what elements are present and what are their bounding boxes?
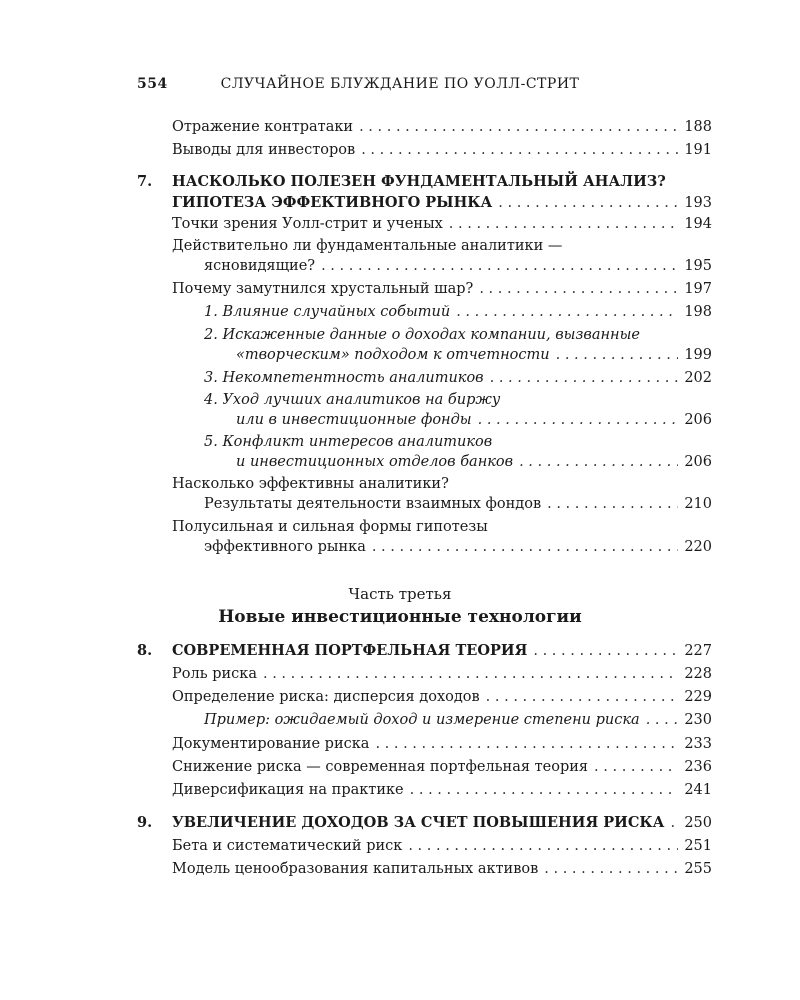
toc-entry-page: 191 — [684, 142, 712, 158]
toc-subentry[interactable] — [204, 710, 712, 730]
toc-entry-title[interactable]: Полусильная и сильная формы гипотезы — [172, 519, 488, 535]
toc-subentry[interactable] — [236, 452, 712, 472]
dot-leader — [486, 687, 678, 707]
toc-entry-title-cont: и инвестиционных отделов банков — [236, 454, 514, 470]
toc-entry-title: Бета и систематический риск — [172, 838, 403, 854]
toc-entry-title: Модель ценообразования капитальных активов — [172, 861, 539, 877]
toc-entry-title-cont: или в инвестиционные фонды — [236, 412, 472, 428]
toc-entry-title: Снижение риска — современная портфельная теория — [172, 759, 589, 775]
dot-leader — [408, 836, 678, 856]
toc-entry-page: 255 — [684, 861, 712, 877]
toc-subentry[interactable] — [204, 368, 712, 388]
toc-entry-title: Выводы для инвесторов — [172, 142, 356, 158]
toc-entry-page: 233 — [684, 736, 712, 752]
toc-entry-page: 188 — [684, 119, 712, 135]
toc-entry-page: 197 — [684, 281, 712, 297]
toc-entry-page: 198 — [684, 304, 712, 320]
toc-entry-title: Диверсификация на практике — [172, 782, 404, 798]
toc-entry[interactable] — [204, 256, 712, 276]
toc-entry[interactable] — [172, 664, 712, 684]
toc-subentry[interactable] — [236, 345, 712, 365]
toc-entry-page: 206 — [684, 412, 712, 428]
toc-entry[interactable] — [172, 757, 712, 777]
toc-entry[interactable] — [172, 859, 712, 879]
toc-entry-page: 199 — [684, 347, 712, 363]
toc-entry[interactable] — [172, 734, 712, 754]
dot-leader — [410, 780, 678, 800]
toc-entry-title[interactable]: 5. Конфликт интересов аналитиков — [204, 434, 493, 450]
toc-entry-title-cont: эффективного рынка — [204, 539, 366, 555]
dot-leader — [359, 117, 678, 137]
toc-entry[interactable] — [204, 494, 712, 514]
chapter-heading[interactable] — [172, 813, 712, 833]
toc-entry[interactable] — [172, 687, 712, 707]
dot-leader — [456, 302, 678, 322]
toc-entry-title[interactable]: Насколько эффективны аналитики? — [172, 476, 449, 492]
toc-entry-page: 250 — [684, 815, 712, 831]
toc-entry[interactable] — [172, 117, 712, 137]
running-title: СЛУЧАЙНОЕ БЛУЖДАНИЕ ПО УОЛЛ-СТРИТ — [220, 76, 580, 92]
toc-entry-title: 3. Некомпетентность аналитиков — [204, 370, 484, 386]
dot-leader — [519, 452, 678, 472]
dot-leader — [479, 279, 678, 299]
toc-subentry[interactable] — [204, 302, 712, 322]
dot-leader — [544, 859, 678, 879]
toc-entry[interactable] — [172, 279, 712, 299]
chapter-heading[interactable] — [172, 641, 712, 661]
dot-leader — [533, 641, 678, 661]
toc-entry-title[interactable]: 4. Уход лучших аналитиков на биржу — [204, 392, 501, 408]
dot-leader — [594, 757, 678, 777]
toc-entry-page: 229 — [684, 689, 712, 705]
toc-entry-title[interactable]: 2. Искаженные данные о доходах компании, вызванные — [204, 327, 640, 343]
chapter-heading[interactable] — [172, 193, 712, 213]
dot-leader — [361, 140, 678, 160]
dot-leader — [263, 664, 678, 684]
toc-entry-title: Пример: ожидаемый доход и измерение степени риска — [204, 712, 640, 728]
toc-entry[interactable] — [204, 537, 712, 557]
dot-leader — [372, 537, 678, 557]
dot-leader — [375, 734, 678, 754]
toc-entry-page: 206 — [684, 454, 712, 470]
toc-entry-title: Документирование риска — [172, 736, 370, 752]
toc-entry[interactable] — [172, 780, 712, 800]
chapter-title: СОВРЕМЕННАЯ ПОРТФЕЛЬНАЯ ТЕОРИЯ — [172, 642, 528, 659]
toc-entry-title-cont: ясновидящие? — [204, 258, 316, 274]
part-title: Новые инвестиционные технологии — [218, 607, 582, 627]
toc-entry-title: Определение риска: дисперсия доходов — [172, 689, 480, 705]
dot-leader — [478, 410, 678, 430]
toc-entry[interactable] — [172, 214, 712, 234]
toc-entry-title-cont: Результаты деятельности взаимных фондов — [204, 496, 542, 512]
toc-entry-page: 195 — [684, 258, 712, 274]
page-number: 554 — [137, 76, 168, 92]
dot-leader — [670, 813, 678, 833]
chapter-number: 8. — [137, 642, 153, 659]
dot-leader — [321, 256, 678, 276]
toc-entry-title: Точки зрения Уолл-стрит и ученых — [172, 216, 443, 232]
dot-leader — [556, 345, 678, 365]
toc-entry-page: 241 — [684, 782, 712, 798]
toc-entry-title: Роль риска — [172, 666, 257, 682]
toc-entry[interactable] — [172, 140, 712, 160]
dot-leader — [547, 494, 678, 514]
toc-entry-page: 202 — [684, 370, 712, 386]
part-label: Часть третья — [348, 585, 452, 603]
toc-subentry[interactable] — [236, 410, 712, 430]
dot-leader — [498, 193, 678, 213]
toc-entry-title-cont: «творческим» подходом к отчетности — [236, 347, 550, 363]
toc-entry-title: Отражение контратаки — [172, 119, 354, 135]
toc-entry-page: 210 — [684, 496, 712, 512]
toc-entry-page: 230 — [684, 712, 712, 728]
toc-entry-page: 251 — [684, 838, 712, 854]
chapter-title-line2: ГИПОТЕЗА ЭФФЕКТИВНОГО РЫНКА — [172, 194, 493, 211]
toc-entry-title[interactable]: Действительно ли фундаментальные аналитики — — [172, 238, 563, 254]
toc-entry[interactable] — [172, 836, 712, 856]
toc-entry-page: 227 — [684, 643, 712, 659]
dot-leader — [490, 368, 678, 388]
toc-entry-page: 228 — [684, 666, 712, 682]
toc-entry-title: 1. Влияние случайных событий — [204, 304, 451, 320]
chapter-title-line1[interactable]: НАСКОЛЬКО ПОЛЕЗЕН ФУНДАМЕНТАЛЬНЫЙ АНАЛИЗ? — [172, 173, 666, 190]
toc-entry-page: 220 — [684, 539, 712, 555]
chapter-number: 9. — [137, 814, 153, 831]
chapter-title: УВЕЛИЧЕНИЕ ДОХОДОВ ЗА СЧЕТ ПОВЫШЕНИЯ РИСКА — [172, 814, 665, 831]
chapter-number: 7. — [137, 173, 153, 190]
toc-entry-page: 236 — [684, 759, 712, 775]
toc-entry-title: Почему замутнился хрустальный шар? — [172, 281, 474, 297]
dot-leader — [646, 710, 678, 730]
toc-entry-page: 193 — [684, 195, 712, 211]
dot-leader — [449, 214, 678, 234]
toc-entry-page: 194 — [684, 216, 712, 232]
